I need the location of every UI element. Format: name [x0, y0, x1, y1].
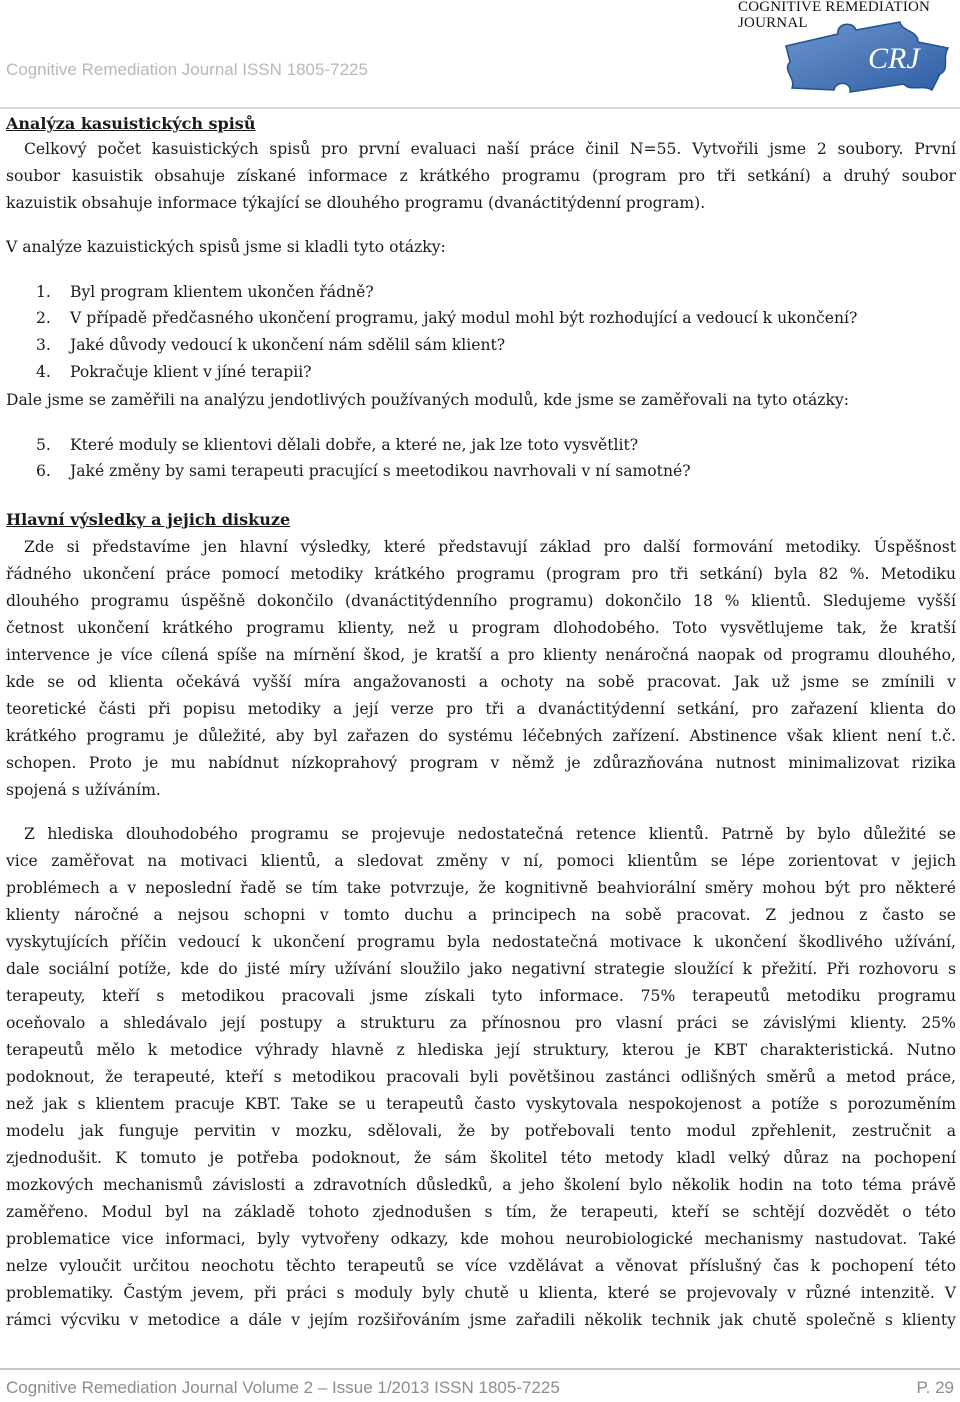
list-text: Které moduly se klientovi dělali dobře, a které ne, jak lze toto vysvětlit? — [70, 436, 639, 454]
results-line: teoretické části při popisu metodiky a její verze pro tři a dvanáctitýdenní setkání, pro zařazení klienta do — [6, 700, 956, 718]
discussion-line: klienty náročné a nejsou schopni v tomto duchu a principech na sobě pracovat. Z jednou z často se — [6, 906, 956, 924]
discussion-line: terapeutů mělo k metodice výhrady hlavně z hlediska její struktury, kterou je KBT charakteristická. Nutno — [6, 1041, 956, 1059]
discussion-line: vice zaměřovat na motivaci klientů, a sledovat změny v ní, pomoci klientům se lépe zorientovat v jejich — [6, 852, 956, 870]
list-item — [36, 336, 505, 354]
list-number: 5. — [36, 436, 51, 454]
intro-line: soubor kasuistik obsahuje získané informace z krátkého programu (program pro tři setkání) a druhý soubor — [6, 167, 956, 185]
discussion-line: než jak s klientem pracuje KBT. Take se u terapeutů často vyskytovala nespokojenost a potíže s porozuměním — [6, 1095, 956, 1113]
discussion-line: mozkových mechanismů závislosti a zdravotních důsledků, a jeho školení bylo několik hodin na toto téma právě — [6, 1176, 956, 1194]
logo-mark: CRJ — [868, 42, 920, 75]
list-item — [36, 462, 691, 480]
discussion-line: podoknout, že terapeuté, kteří s metodikou pracovali byli povětšinou zastánci odlišných směrů a metod práce, — [6, 1068, 956, 1086]
logo-title-line2: JOURNAL — [738, 15, 808, 31]
results-line: spojená s užíváním. — [6, 781, 161, 799]
discussion-line: zjednodušit. K tomuto je potřeba podoknout, že sám školitel této metody kladl velký důraz na pochopení — [6, 1149, 956, 1167]
results-line: schopen. Proto je mu nabídnut nízkoprahový program v němž je zdůrazňována nutnost minimalizovat rizika — [6, 754, 956, 772]
section-title-results: Hlavní výsledky a jejich diskuze — [6, 510, 291, 529]
results-line: Zde si představíme jen hlavní výsledky, které představují základ pro další formování metodiky. Úspěšnost — [24, 538, 956, 556]
list-item — [36, 309, 857, 327]
discussion-line: problematiky. Častým jevem, při práci s moduly byly chutě u klienta, které se projevovaly v různé intenzitě. V — [6, 1284, 956, 1302]
discussion-line: vyskytujících příčin vedoucí k ukončení programu byla nedostatečná motivace k ukončení škodlivého užívání, — [6, 933, 956, 951]
intro-line: kazuistik obsahuje informace týkající se dlouhého programu (dvanáctitýdenní program). — [6, 194, 706, 212]
footer-volume-info: Cognitive Remediation Journal Volume 2 – Issue 1/2013 ISSN 1805-7225 — [6, 1378, 560, 1397]
discussion-line: problémech a v neposlední řadě se tím take potvrzuje, že kognitivně beahviorální směry mohou být pro některé — [6, 879, 956, 897]
intro-line: Celkový počet kasuistických spisů pro první evaluaci naší práce činil N=55. Vytvořili jsme 2 soubory. První — [24, 140, 956, 158]
results-line: řádného ukončení práce pomocí metodiky krátkého programu (program pro tři setkání) byla 82 %. Metodiku — [6, 565, 956, 583]
discussion-line: problematice vice informaci, byly vytvořeny odkazy, kde mohou neurobiologické mechanismy nastudovat. Také — [6, 1230, 956, 1248]
discussion-line: rámci výcviku v metodice a dále v jejím rozšiřováním jsme zařadili několik technik jak chutě společně s klienty — [6, 1311, 956, 1329]
results-line: dlouhého programu úspěšně dokončilo (dvanáctitýdenního programu) dokončilo 18 % klientů. Sledujeme vyšší — [6, 592, 956, 610]
footer-divider — [0, 1368, 960, 1370]
logo-title-line1: COGNITIVE REMEDIATION — [738, 0, 931, 15]
results-line: četnost ukončení krátkého programu klienty, než u program dlohodobého. Toto vysvětlujeme tak, že kratší — [6, 619, 956, 637]
header-divider — [0, 107, 960, 109]
list-number: 3. — [36, 336, 51, 354]
journal-logo — [736, 0, 960, 96]
list-number: 1. — [36, 283, 51, 301]
list-number: 2. — [36, 309, 51, 327]
list-text: Jaké změny by sami terapeuti pracující s meetodikou navrhovali v ní samotné? — [70, 462, 691, 480]
list-number: 4. — [36, 363, 51, 381]
list-text: V případě předčasného ukončení programu, jaký modul mohl být rozhodující a vedoucí k ukončení? — [70, 309, 858, 327]
list-item — [36, 436, 638, 454]
header-journal-issn: Cognitive Remediation Journal ISSN 1805-7225 — [6, 60, 368, 79]
discussion-line: zaměřeno. Modul byl na základě tohoto zjednodušen s tím, že terapeuti, kteří se schtějí dozvědět o této — [6, 1203, 956, 1221]
list-text: Byl program klientem ukončen řádně? — [70, 283, 374, 301]
discussion-line: dale sociální potíže, kde do jisté míry užívání sloužilo jako negativní strategie sloužící k přežití. Při rozhovoru s — [6, 960, 956, 978]
list-number: 6. — [36, 462, 51, 480]
results-line: intervence je více cílená spíše na mírnění škod, je kratší a pro klienty nenáročná naopak od programu dlouhého, — [6, 646, 956, 664]
discussion-line: modelu jak funguje pervitin v mozku, sdělovali, že by potřebovali tento modul zpřehlenit, zestručnit a — [6, 1122, 956, 1140]
discussion-line: oceňovalo a shledávalo její postupy a strukturu za přínosnou pro vlasní práci se závislými klienty. 25% — [6, 1014, 956, 1032]
results-line: kde se od klienta očekává vyšší míra angažovanosti a ochoty na sobě pracovat. Jak už jsme se zmínili v — [6, 673, 956, 691]
list-text: Pokračuje klient v jíné terapii? — [70, 363, 312, 381]
page-header — [0, 0, 960, 110]
discussion-line: nelze vyloučit určitou neochotu těchto terapeutů se více vzdělávat a věnovat příslušný čas k pochopení této — [6, 1257, 956, 1275]
page-number: P. 29 — [916, 1378, 954, 1397]
discussion-line: Z hlediska dlouhodobého programu se projevuje nedostatečná retence klientů. Patrně by bylo důležité se — [24, 825, 956, 843]
list-item — [36, 363, 312, 381]
modules-intro: Dale jsme se zaměřili na analýzu jendotlivých používaných modulů, kde jsme se zaměřovali na tyto otázky: — [6, 391, 850, 409]
section-title-case-analysis: Analýza kasuistických spisů — [6, 114, 256, 133]
results-line: krátkého programu je důležité, aby byl zařazen do systému léčebných zařízení. Abstinence však klient není t.č. — [6, 727, 956, 745]
list-text: Jaké důvody vedoucí k ukončení nám sdělil sám klient? — [70, 336, 506, 354]
puzzle-piece-icon — [772, 18, 958, 96]
questions-intro: V analýze kazuistických spisů jsme si kladli tyto otázky: — [6, 238, 446, 256]
discussion-line: terapeuty, kteří s metodikou pracovali jsme získali tyto informace. 75% terapeutů metodiku programu — [6, 987, 956, 1005]
list-item — [36, 283, 374, 301]
